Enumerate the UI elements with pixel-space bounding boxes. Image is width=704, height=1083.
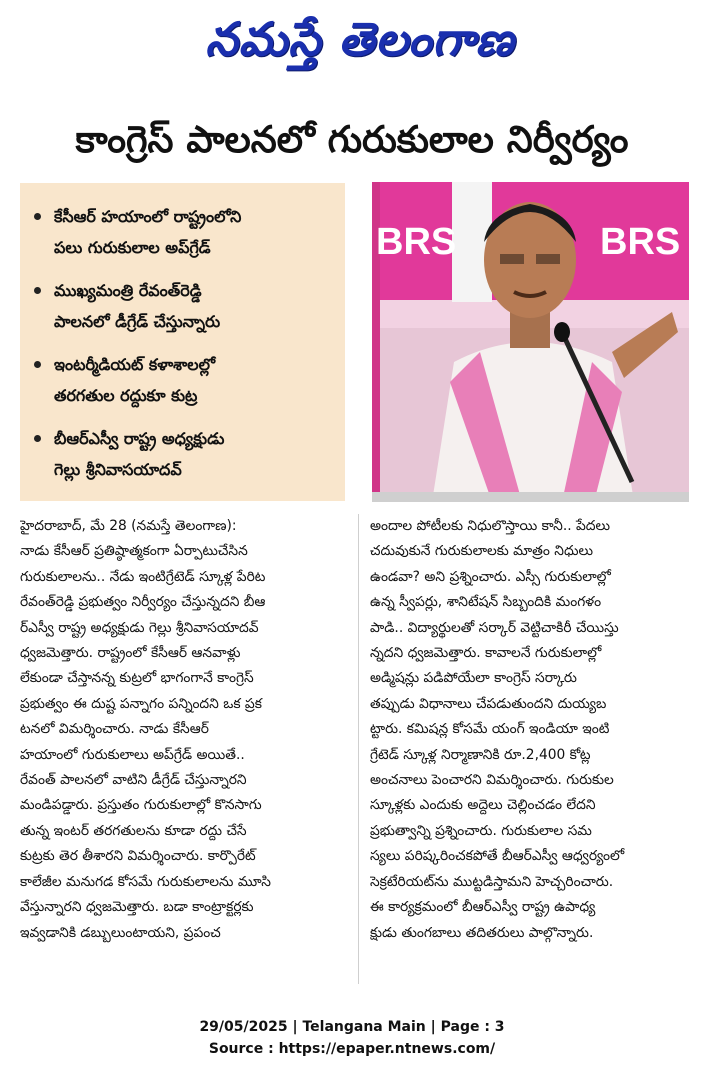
body-line: క్షుడు తుంగబాలు తదితరులు పాల్గొన్నారు. bbox=[370, 924, 594, 941]
dateline: హైదరాబాద్, మే 28 (నమస్తే తెలంగాణ): bbox=[20, 518, 237, 534]
highlight-item bbox=[54, 275, 335, 337]
highlight-item bbox=[54, 201, 335, 263]
edition-info: 29/05/2025 | Telangana Main | Page : 3 bbox=[199, 1019, 505, 1035]
body-line: అంచనాలు పెంచారని విమర్శించారు. గురుకుల bbox=[370, 772, 614, 789]
highlight-item bbox=[54, 349, 335, 411]
body-line: టనలో విమర్శించారు. నాడు కేసీఆర్ bbox=[20, 721, 209, 738]
body-line: నాడు కేసీఆర్ ప్రతిష్ఠాత్మకంగా ఏర్పాటుచేసిన bbox=[20, 543, 248, 560]
body-line: కాలేజీల మనుగడ కోసమే గురుకులాలను మూసి bbox=[20, 873, 271, 890]
body-line: స్యలు పరిష్కరించకపోతే బీఆర్‌ఎస్వీ ఆధ్వర్యంలో bbox=[370, 848, 625, 865]
highlight-line: పాలనలో డీగ్రేడ్ చేస్తున్నారు bbox=[54, 312, 221, 331]
bullet-icon bbox=[34, 361, 41, 368]
bullet-icon bbox=[34, 213, 41, 220]
article-column-right bbox=[370, 514, 686, 946]
article-photo bbox=[372, 182, 689, 502]
body-line: తున్న ఇంటర్ తరగతులను కూడా రద్దు చేసే bbox=[20, 822, 247, 839]
highlight-line: తరగతుల రద్దుకూ కుట్ర bbox=[54, 386, 198, 405]
column-divider bbox=[358, 514, 359, 984]
body-line: అందాల పోటీలకు నిధులొస్తాయి కానీ.. పేదలు bbox=[370, 518, 611, 534]
body-line: హయాంలో గురుకులాలు అప్‌గ్రేడ్ అయితే.. bbox=[20, 746, 245, 763]
speaker-photo-illustration bbox=[372, 182, 689, 502]
body-line: న్నదని ధ్వజమెత్తారు. కావాలనే గురుకులాల్లో bbox=[370, 645, 602, 662]
body-line: రేవంత్‌రెడ్డి ప్రభుత్వం నిర్వీర్యం చేస్తున్నదని బీఆ bbox=[20, 594, 266, 611]
source-link[interactable]: Source : https://epaper.ntnews.com/ bbox=[208, 1041, 496, 1057]
body-line: ప్రభుత్వం ఈ దుష్ట పన్నాగం పన్నిందని ఒక ప్రక bbox=[20, 695, 262, 712]
body-line: ట్టారు. కమిషన్ల కోసమే యంగ్ ఇండియా ఇంటి bbox=[370, 721, 610, 738]
highlight-line: బీఆర్‌ఎస్వీ రాష్ట్ర అధ్యక్షుడు bbox=[54, 429, 225, 448]
banner-text-right: BRS bbox=[600, 221, 681, 263]
highlight-item bbox=[54, 423, 335, 485]
body-line: ధ్వజమెత్తారు. రాష్ట్రంలో కేసీఆర్ ఆనవాళ్లు bbox=[20, 645, 241, 662]
page-footer bbox=[0, 1016, 704, 1060]
highlight-line: గెల్లు శ్రీనివాసయాదవ్ bbox=[54, 460, 182, 479]
body-line: తప్పుడు విధానాలు చేపడుతుందని దుయ్యబ bbox=[370, 695, 607, 712]
newspaper-logo: నమస్తే తెలంగాణ bbox=[205, 12, 515, 66]
body-line: ఉండవా? అని ప్రశ్నించారు. ఎస్సీ గురుకులాల్లో bbox=[370, 568, 611, 585]
masthead bbox=[0, 0, 704, 82]
body-line: కుట్రకు తెర తీశారని విమర్శించారు. కార్పొరేట్ bbox=[20, 848, 256, 865]
bullet-icon bbox=[34, 435, 41, 442]
body-line: గురుకులాలను.. నేడు ఇంటిగ్రేటెడ్ స్కూళ్ల పేరిట bbox=[20, 568, 266, 585]
body-line: అడ్మిషన్లు పడిపోయేలా కాంగ్రెస్ సర్కారు bbox=[370, 670, 577, 687]
body-line: ప్రభుత్వాన్ని ప్రశ్నించారు. గురుకులాల సమ bbox=[370, 822, 592, 839]
article-headline: కాంగ్రెస్ పాలనలో గురుకులాల నిర్వీర్యం bbox=[75, 118, 629, 161]
banner-text-left: BRS bbox=[376, 221, 457, 263]
body-line: ఈ కార్యక్రమంలో బీఆర్‌ఎస్వీ రాష్ట్ర ఉపాధ్య bbox=[370, 899, 596, 916]
highlight-line: ముఖ్యమంత్రి రేవంత్‌రెడ్డి bbox=[54, 281, 202, 300]
body-line: స్కూళ్లకు ఎందుకు అద్దెలు చెల్లించడం లేదని bbox=[370, 797, 596, 814]
highlight-line: ఇంటర్మీడియట్ కళాశాలల్లో bbox=[54, 355, 216, 374]
body-line: ఉన్న స్వీపర్లు, శానిటేషన్ సిబ్బందికి మంగళం bbox=[370, 594, 602, 611]
body-line: వేస్తున్నారని ధ్వజమెత్తారు. బడా కాంట్రాక్టర్లకు bbox=[20, 899, 254, 916]
highlights-box bbox=[20, 183, 345, 501]
article-column-left bbox=[20, 514, 346, 946]
body-line: ర్‌ఎస్వీ రాష్ట్ర అధ్యక్షుడు గెల్లు శ్రీనివాసయాదవ్ bbox=[20, 619, 259, 636]
bullet-icon bbox=[34, 287, 41, 294]
highlight-line: కేసీఆర్ హయాంలో రాష్ట్రంలోని bbox=[54, 207, 242, 226]
body-line: పాడి.. విద్యార్థులతో సర్కార్ వెట్టిచాకిరీ చేయిస్తు bbox=[370, 619, 619, 636]
body-line: రేవంత్ పాలనలో వాటిని డీగ్రేడ్ చేస్తున్నారని bbox=[20, 772, 247, 789]
body-line: లేకుండా చేస్తానన్న కుట్రలో భాగంగానే కాంగ్రెస్ bbox=[20, 670, 254, 687]
highlight-line: పలు గురుకులాల అప్‌గ్రేడ్ bbox=[54, 238, 211, 257]
body-line: చదువుకునే గురుకులాలకు మాత్రం నిధులు bbox=[370, 543, 594, 560]
body-line: గ్రేటెడ్ స్కూళ్ల నిర్మాణానికి రూ.2,400 కోట్ల bbox=[370, 746, 591, 763]
body-line: మండిపడ్డారు. ప్రస్తుతం గురుకులాల్లో కొనసాగు bbox=[20, 797, 262, 814]
body-line: ఇవ్వడానికి డబ్బులుంటాయని, ప్రపంచ bbox=[20, 924, 221, 941]
body-line: సెక్రటేరియట్‌ను ముట్టడిస్తామని హెచ్చరించారు. bbox=[370, 873, 614, 890]
